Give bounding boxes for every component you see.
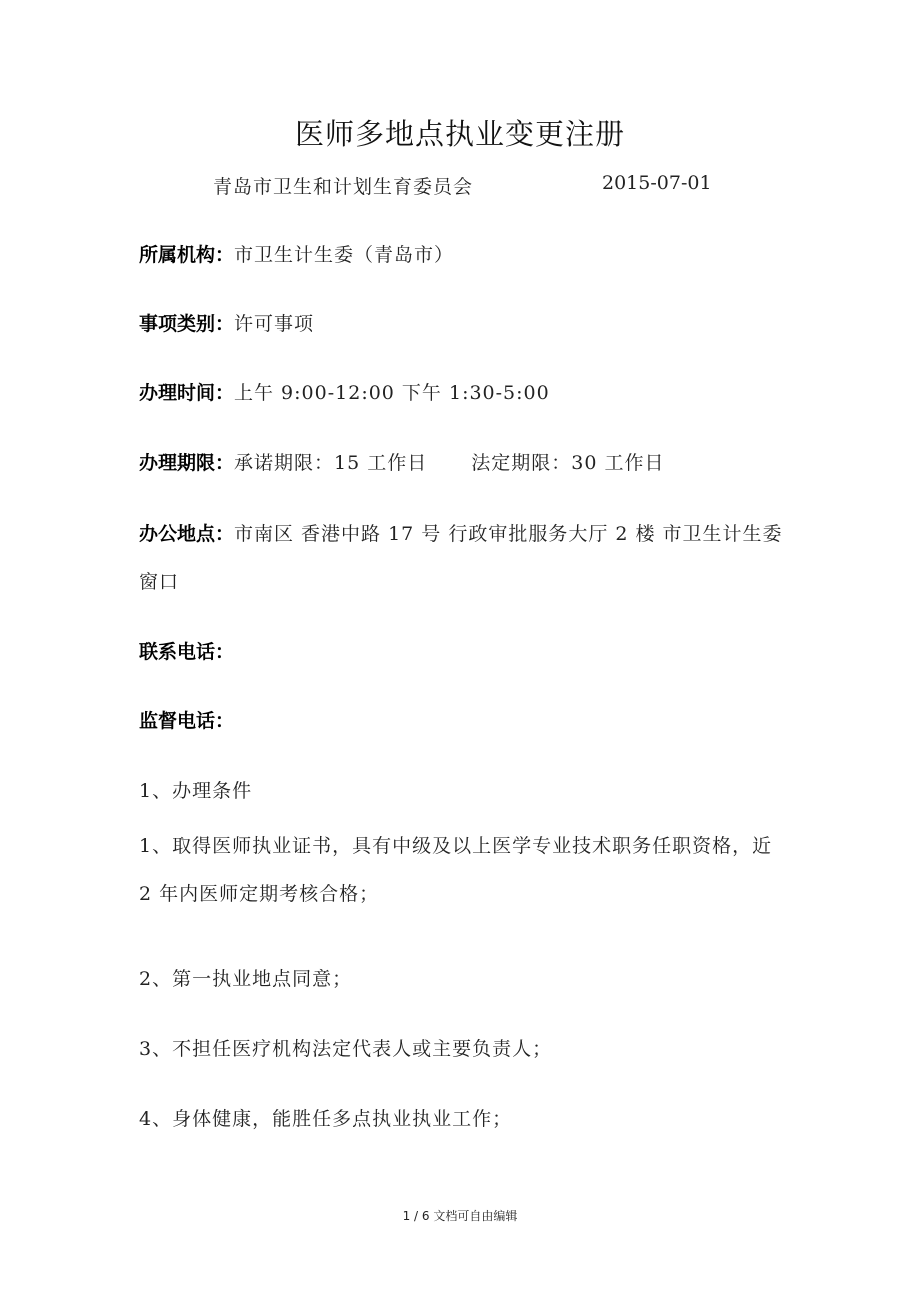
field-type: [139, 309, 314, 339]
phone-label: 联系电话：: [139, 641, 235, 663]
condition-item: 1、取得医师执业证书，具有中级及以上医学专业技术职务任职资格，近 2 年内医师定期考核合格；: [139, 835, 773, 905]
supervise-label: 监督电话：: [139, 710, 235, 732]
issuer: 青岛市卫生和计划生育委员会: [213, 176, 474, 198]
page-footer: 1 / 6 文档可自由编辑: [402, 1209, 518, 1223]
location-label: 办公地点：: [139, 523, 235, 545]
period-promised: 承诺期限：15 工作日: [234, 452, 428, 474]
field-supervise-phone: [139, 706, 234, 736]
page-title: 医师多地点执业变更注册: [294, 117, 625, 151]
field-period: [139, 448, 664, 478]
org-value: 市卫生计生委（青岛市）: [234, 244, 455, 266]
org-label: 所属机构：: [139, 244, 235, 266]
field-phone: [139, 637, 234, 667]
condition-item: 4、身体健康，能胜任多点执业执业工作；: [139, 1108, 513, 1130]
type-label: 事项类别：: [139, 313, 235, 335]
hours-value: 上午 9:00-12:00 下午 1:30-5:00: [234, 382, 550, 404]
publish-date: 2015-07-01: [602, 172, 712, 194]
condition-item: 3、不担任医疗机构法定代表人或主要负责人；: [139, 1038, 553, 1060]
section-heading: 1、办理条件: [139, 780, 253, 802]
location-value: 市南区 香港中路 17 号 行政审批服务大厅 2 楼 市卫生计生委窗口: [139, 523, 783, 593]
period-label: 办理期限：: [139, 452, 235, 474]
period-legal: 法定期限：30 工作日: [471, 452, 665, 474]
field-org: [139, 240, 454, 270]
type-value: 许可事项: [234, 313, 315, 335]
field-location: [139, 510, 789, 606]
field-hours: [139, 378, 550, 408]
hours-label: 办理时间：: [139, 382, 235, 404]
condition-item: 2、第一执业地点同意；: [139, 968, 353, 990]
